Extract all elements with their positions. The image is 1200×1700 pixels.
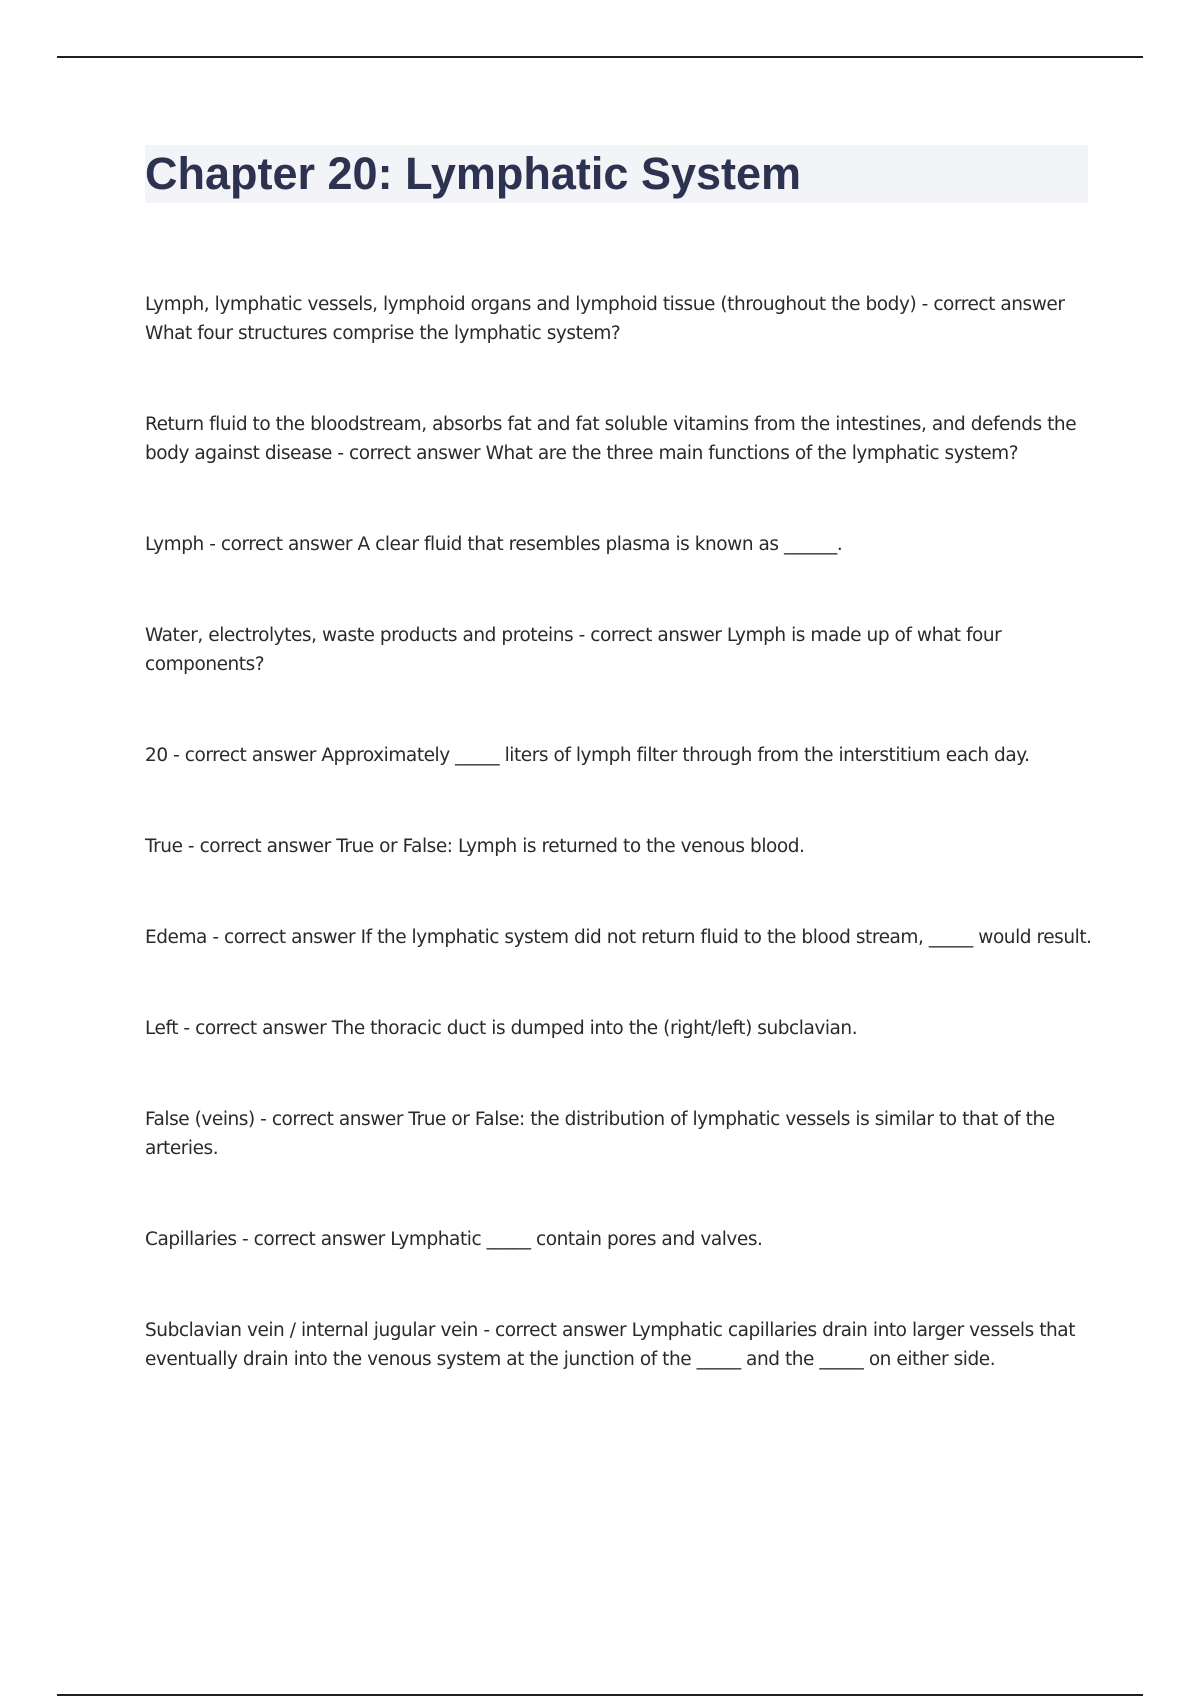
page-title: Chapter 20: Lymphatic System bbox=[145, 148, 802, 199]
qa-item: Lymph, lymphatic vessels, lymphoid organs and lymphoid tissue (throughout the body) - correct answer What four structures comprise the lymphatic system? bbox=[145, 294, 1065, 344]
top-rule bbox=[57, 56, 1143, 58]
qa-item: Return fluid to the bloodstream, absorbs fat and fat soluble vitamins from the intestines, and defends the body against disease - correct answer What are the three main functions of the lymphatic system? bbox=[145, 414, 1077, 464]
qa-item: True - correct answer True or False: Lymph is returned to the venous blood. bbox=[145, 836, 805, 857]
bottom-rule bbox=[57, 1694, 1143, 1696]
qa-list bbox=[145, 290, 1095, 1374]
qa-item: Left - correct answer The thoracic duct is dumped into the (right/left) subclavian. bbox=[145, 1018, 858, 1039]
qa-item: False (veins) - correct answer True or False: the distribution of lymphatic vessels is similar to that of the arteries. bbox=[145, 1109, 1055, 1159]
qa-item: Water, electrolytes, waste products and proteins - correct answer Lymph is made up of what four components? bbox=[145, 625, 1002, 675]
qa-item: Capillaries - correct answer Lymphatic _____ contain pores and valves. bbox=[145, 1229, 763, 1250]
qa-item: 20 - correct answer Approximately _____ liters of lymph filter through from the interstitium each day. bbox=[145, 745, 1030, 766]
qa-item: Subclavian vein / internal jugular vein - correct answer Lymphatic capillaries drain into larger vessels that eventually drain into the venous system at the junction of the _____ and the _____ on either side. bbox=[145, 1320, 1075, 1370]
qa-item: Edema - correct answer If the lymphatic system did not return fluid to the blood stream, _____ would result. bbox=[145, 927, 1092, 948]
qa-item: Lymph - correct answer A clear fluid that resembles plasma is known as ______. bbox=[145, 534, 843, 555]
title-block bbox=[145, 145, 1088, 203]
